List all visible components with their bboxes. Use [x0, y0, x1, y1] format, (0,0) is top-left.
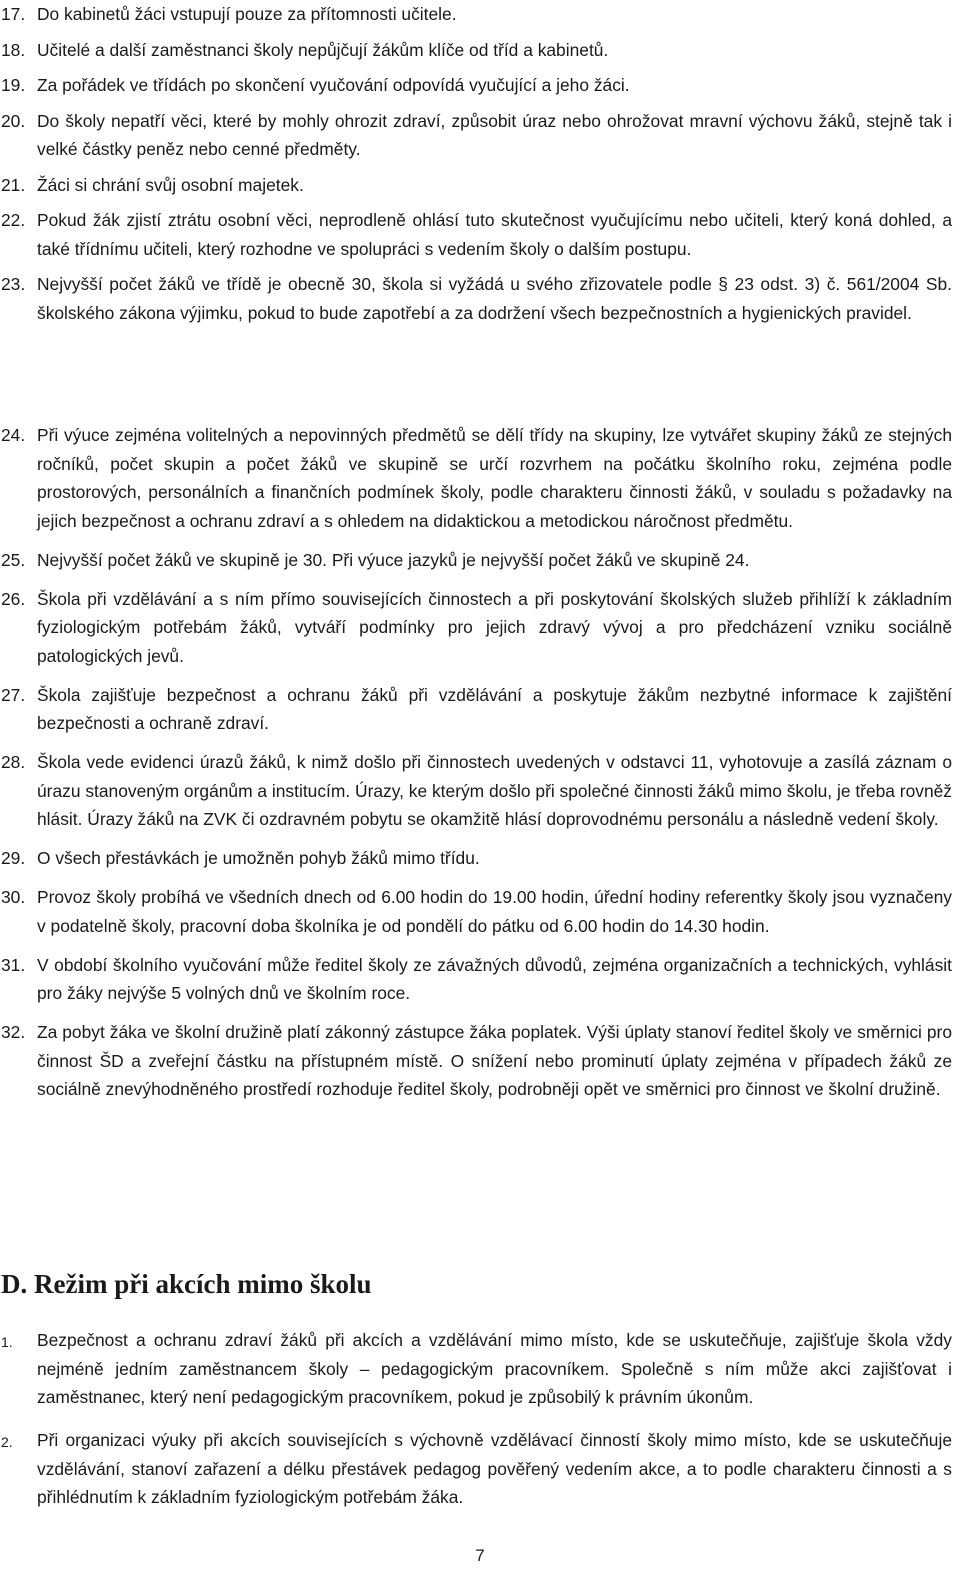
list-item — [0, 71, 960, 100]
item-text: Pokud žák zjistí ztrátu osobní věci, neprodleně ohlásí tuto skutečnost vyučujícímu nebo učiteli, který koná dohled, a také třídnímu učiteli, který rozhodne ve spolupráci s vedením školy o dalším postupu. — [37, 210, 952, 259]
section-heading: D. Režim při akcích mimo školu — [1, 1269, 372, 1299]
rules-list-part-2 — [0, 421, 960, 1114]
list-item — [0, 951, 960, 1008]
item-number: 31. — [1, 954, 26, 975]
item-number: 25. — [1, 549, 26, 570]
item-number: 24. — [1, 425, 26, 445]
item-number: 30. — [1, 887, 26, 908]
item-number: 19. — [1, 75, 26, 95]
item-text: Škola při vzdělávání a s ním přímo souvisejících činnostech a při poskytování školských služeb přihlíží k základním fyziologickým potřebám žáků, vytváří podmínky pro jejich zdravý vývoj a pro předcházení vzniku sociálně patologických jevů. — [37, 588, 952, 666]
item-number: 22. — [1, 210, 26, 230]
list-item — [0, 1326, 960, 1412]
item-text: Bezpečnost a ochranu zdraví žáků při akcích a vzdělávání mimo místo, kde se uskutečňuje, zajišťuje škola vždy nejméně jedním zaměstnancem školy – pedagogickým pracovníkem. Společně s ním může akci zajišťovat i zaměstnanec, který není pedagogickým pracovníkem, pokud je způsobilý k právním úkonům. — [37, 1330, 952, 1408]
item-text: Nejvyšší počet žáků ve skupině je 30. Při výuce jazyků je nejvyšší počet žáků ve skupině 24. — [37, 549, 750, 570]
item-number: 17. — [1, 4, 26, 24]
item-number: 2. — [1, 1434, 13, 1451]
item-number: 27. — [1, 684, 26, 705]
item-number: 1. — [1, 1334, 13, 1350]
item-number: 32. — [1, 1022, 26, 1043]
item-text: Škola zajišťuje bezpečnost a ochranu žáků při vzdělávání a poskytuje žákům nezbytné informace k zajištění bezpečnosti a ochraně zdraví. — [37, 684, 952, 734]
list-item — [0, 107, 960, 164]
item-text: Za pořádek ve třídách po skončení vyučování odpovídá vyučující a jeho žáci. — [37, 75, 630, 95]
item-text: Učitelé a další zaměstnanci školy nepůjčují žákům klíče od tříd a kabinetů. — [37, 39, 609, 60]
list-item — [0, 1018, 960, 1104]
rules-list-part-1 — [0, 0, 960, 334]
list-item — [0, 171, 960, 200]
list-item — [0, 681, 960, 738]
item-text: Provoz školy probíhá ve všedních dnech od 6.00 hodin do 19.00 hodin, úřední hodiny referentky školy jsou vyznačeny v podatelně školy, pracovní doba školníka je od pondělí do pátku od 6.00 hodin do 14.30 hodin. — [37, 887, 952, 936]
item-text: Za pobyt žáka ve školní družině platí zákonný zástupce žáka poplatek. Výši úplaty stanoví ředitel školy ve směrnici pro činnost ŠD a zveřejní částku na přístupném místě. O snížení nebo prominutí úplaty zejména v případech žáků ze sociálně znevýhodněného prostředí rozhoduje ředitel školy, podrobněji opět ve směrnici pro činnost ve školní družině. — [37, 1022, 952, 1100]
item-number: 23. — [1, 274, 26, 294]
list-item — [0, 844, 960, 873]
item-text: O všech přestávkách je umožněn pohyb žáků mimo třídu. — [37, 848, 480, 869]
item-number: 20. — [1, 110, 26, 131]
item-text: Do školy nepatří věci, které by mohly ohrozit zdraví, způsobit úraz nebo ohrožovat mravní výchovu žáků, stejně tak i velké částky peněz nebo cenné předměty. — [37, 110, 952, 159]
list-item — [0, 0, 960, 29]
list-item — [0, 585, 960, 671]
rules-list-section-d — [0, 1326, 960, 1527]
page-number: 7 — [475, 1546, 485, 1565]
item-text: Do kabinetů žáci vstupují pouze za přítomnosti učitele. — [37, 4, 457, 24]
item-number: 21. — [1, 174, 26, 195]
list-item — [0, 883, 960, 940]
list-item — [0, 270, 960, 327]
item-text: Škola vede evidenci úrazů žáků, k nimž došlo při činnostech uvedených v odstavci 11, vyhotovuje a zasílá záznam o úrazu stanoveným orgánům a institucím. Úrazy, ke kterým došlo při společné činnosti žáků mimo školu, je třeba rovněž hlásit. Úrazy žáků na ZVK či ozdravném pobytu se okamžitě hlásí doprovodnému personálu a následně vedení školy. — [37, 752, 953, 830]
list-item — [0, 206, 960, 263]
item-number: 29. — [1, 848, 26, 869]
list-item — [0, 36, 960, 65]
item-number: 28. — [1, 752, 26, 773]
list-item — [0, 748, 960, 834]
item-text: Žáci si chrání svůj osobní majetek. — [37, 174, 304, 195]
item-number: 18. — [1, 39, 26, 60]
item-text: Při výuce zejména volitelných a nepovinných předmětů se dělí třídy na skupiny, lze vytvářet skupiny žáků ze stejných ročníků, počet skupin a počet žáků ve skupině se určí rozvrhem na počátku školního roku, zejména podle prostorových, personálních a finančních podmínek školy, podle charakteru činnosti žáků, v souladu s požadavky na jejich bezpečnost a ochranu zdraví a s ohledem na didaktickou a metodickou náročnost předmětu. — [37, 425, 952, 531]
item-text: Při organizaci výuky při akcích souvisejících s výchovně vzdělávací činností školy mimo místo, kde se uskutečňuje vzdělávání, stanoví zařazení a délku přestávek pedagog pověřený vedením akce, a to podle charakteru činnosti a s přihlédnutím k základním fyziologickým potřebám žáka. — [37, 1430, 952, 1508]
list-item — [0, 546, 960, 575]
item-text: V období školního vyučování může ředitel školy ze závažných důvodů, zejména organizačních a technických, vyhlásit pro žáky nejvýše 5 volných dnů ve školním roce. — [37, 954, 952, 1004]
item-number: 26. — [1, 588, 26, 609]
list-item — [0, 1426, 960, 1512]
list-item — [0, 421, 960, 535]
item-text: Nejvyšší počet žáků ve třídě je obecně 30, škola si vyžádá u svého zřizovatele podle § 23 odst. 3) č. 561/2004 Sb. školského zákona výjimku, pokud to bude zapotřebí a za dodržení všech bezpečnostních a hygienických pravidel. — [37, 274, 952, 323]
